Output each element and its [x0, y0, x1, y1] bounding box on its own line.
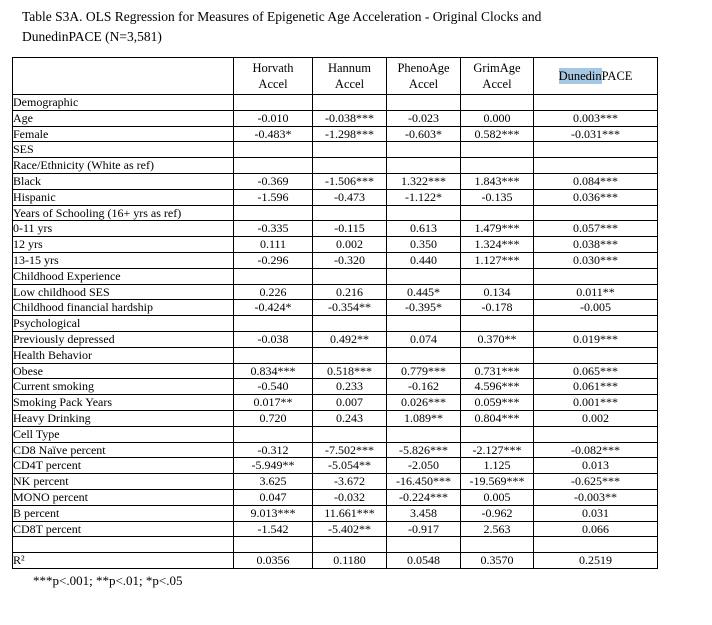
value-cell [234, 537, 313, 553]
value-cell [461, 95, 534, 111]
data-row [13, 110, 658, 126]
value-cell: 0.084*** [534, 173, 658, 189]
value-cell [534, 268, 658, 284]
value-cell [387, 268, 461, 284]
row-label: Childhood Experience [13, 268, 234, 284]
row-label: Female [13, 126, 234, 142]
value-cell: 0.017** [234, 395, 313, 411]
value-cell: 0.007 [313, 395, 387, 411]
value-cell: 0.1180 [313, 553, 387, 569]
value-cell: -1.542 [234, 521, 313, 537]
value-cell: 0.582*** [461, 126, 534, 142]
value-cell [387, 158, 461, 174]
row-label: NK percent [13, 474, 234, 490]
row-label: SES [13, 142, 234, 158]
value-cell: 2.563 [461, 521, 534, 537]
value-cell: 0.038*** [534, 237, 658, 253]
data-row [13, 173, 658, 189]
data-row [13, 521, 658, 537]
value-cell [234, 95, 313, 111]
value-cell [313, 426, 387, 442]
row-label: Smoking Pack Years [13, 395, 234, 411]
value-cell: -0.625*** [534, 474, 658, 490]
value-cell: -0.312 [234, 442, 313, 458]
value-cell: -3.672 [313, 474, 387, 490]
value-cell: 1.479*** [461, 221, 534, 237]
value-cell: -0.369 [234, 173, 313, 189]
value-cell [313, 347, 387, 363]
column-header-grimage: GrimAge Accel [461, 58, 534, 95]
row-label [13, 537, 234, 553]
value-cell: -2.127*** [461, 442, 534, 458]
data-row [13, 221, 658, 237]
value-cell: 4.596*** [461, 379, 534, 395]
value-cell [234, 205, 313, 221]
value-cell: -5.054** [313, 458, 387, 474]
table-header [13, 58, 658, 95]
value-cell: 0.003*** [534, 110, 658, 126]
value-cell: -1.596 [234, 189, 313, 205]
row-label: Heavy Drinking [13, 410, 234, 426]
row-label: B percent [13, 505, 234, 521]
value-cell: 0.005 [461, 489, 534, 505]
section-row [13, 316, 658, 332]
value-cell: 0.613 [387, 221, 461, 237]
column-header-dunedinpace: DunedinPACE [534, 58, 658, 95]
row-label: Childhood financial hardship [13, 300, 234, 316]
value-cell: 1.089** [387, 410, 461, 426]
table-body [13, 95, 658, 569]
row-label: Health Behavior [13, 347, 234, 363]
value-cell: -0.135 [461, 189, 534, 205]
row-label: 13-15 yrs [13, 252, 234, 268]
value-cell: -0.005 [534, 300, 658, 316]
row-label: Black [13, 173, 234, 189]
value-cell: 0.111 [234, 237, 313, 253]
value-cell [234, 347, 313, 363]
row-label: Psychological [13, 316, 234, 332]
value-cell [534, 316, 658, 332]
value-cell [313, 268, 387, 284]
value-cell: 0.216 [313, 284, 387, 300]
value-cell [387, 142, 461, 158]
value-cell: 0.047 [234, 489, 313, 505]
row-label: Low childhood SES [13, 284, 234, 300]
data-row [13, 300, 658, 316]
data-row [13, 442, 658, 458]
value-cell: -0.335 [234, 221, 313, 237]
row-label: Previously depressed [13, 331, 234, 347]
row-label: CD8T percent [13, 521, 234, 537]
value-cell: 0.445* [387, 284, 461, 300]
value-cell: -0.473 [313, 189, 387, 205]
value-cell: 1.125 [461, 458, 534, 474]
value-cell: 0.731*** [461, 363, 534, 379]
value-cell: 0.779*** [387, 363, 461, 379]
section-row [13, 95, 658, 111]
value-cell: 0.000 [461, 110, 534, 126]
data-row [13, 363, 658, 379]
significance-footnote: ***p<.001; **p<.01; *p<.05 [33, 573, 183, 588]
data-row [13, 489, 658, 505]
value-cell: -0.010 [234, 110, 313, 126]
value-cell: 0.350 [387, 237, 461, 253]
value-cell: 0.226 [234, 284, 313, 300]
value-cell: -0.320 [313, 252, 387, 268]
value-cell [313, 205, 387, 221]
value-cell: 0.002 [313, 237, 387, 253]
value-cell: 0.061*** [534, 379, 658, 395]
column-header-horvath: Horvath Accel [234, 58, 313, 95]
section-row [13, 158, 658, 174]
row-label: 12 yrs [13, 237, 234, 253]
value-cell [313, 142, 387, 158]
value-cell [461, 268, 534, 284]
value-cell: -0.038*** [313, 110, 387, 126]
value-cell: -0.296 [234, 252, 313, 268]
value-cell: 0.031 [534, 505, 658, 521]
value-cell: 0.440 [387, 252, 461, 268]
value-cell [234, 316, 313, 332]
value-cell [461, 426, 534, 442]
value-cell: -2.050 [387, 458, 461, 474]
value-cell: -0.395* [387, 300, 461, 316]
value-cell [461, 142, 534, 158]
value-cell: -0.023 [387, 110, 461, 126]
column-header-phenoage: PhenoAge Accel [387, 58, 461, 95]
column-header-hannum: Hannum Accel [313, 58, 387, 95]
value-cell: 0.834*** [234, 363, 313, 379]
value-cell: 0.0356 [234, 553, 313, 569]
value-cell: 0.001*** [534, 395, 658, 411]
value-cell: -0.115 [313, 221, 387, 237]
data-row [13, 331, 658, 347]
data-row [13, 252, 658, 268]
value-cell: 0.059*** [461, 395, 534, 411]
value-cell [234, 142, 313, 158]
value-cell: -0.224*** [387, 489, 461, 505]
section-row [13, 426, 658, 442]
value-cell: 0.720 [234, 410, 313, 426]
value-cell [534, 158, 658, 174]
spacer-row [13, 537, 658, 553]
data-row [13, 458, 658, 474]
value-cell [534, 347, 658, 363]
value-cell: 1.843*** [461, 173, 534, 189]
value-cell: 0.804*** [461, 410, 534, 426]
data-row [13, 395, 658, 411]
value-cell: 0.2519 [534, 553, 658, 569]
value-cell: -0.540 [234, 379, 313, 395]
value-cell: 0.036*** [534, 189, 658, 205]
data-row [13, 553, 658, 569]
value-cell: 0.074 [387, 331, 461, 347]
row-label: Years of Schooling (16+ yrs as ref) [13, 205, 234, 221]
value-cell: -0.603* [387, 126, 461, 142]
selected-text-highlight: Dunedin [558, 68, 602, 83]
table-title [22, 7, 694, 48]
row-label: CD4T percent [13, 458, 234, 474]
value-cell [387, 95, 461, 111]
row-label: Age [13, 110, 234, 126]
regression-table [12, 57, 658, 569]
value-cell: -0.031*** [534, 126, 658, 142]
value-cell: -0.178 [461, 300, 534, 316]
value-cell: 0.0548 [387, 553, 461, 569]
value-cell: 3.625 [234, 474, 313, 490]
value-cell: 0.233 [313, 379, 387, 395]
value-cell: 0.243 [313, 410, 387, 426]
value-cell: -0.354** [313, 300, 387, 316]
value-cell [313, 158, 387, 174]
row-label: MONO percent [13, 489, 234, 505]
data-row [13, 505, 658, 521]
table-title-line2: DunedinPACE (N=3,581) [22, 29, 162, 45]
value-cell [234, 268, 313, 284]
value-cell [461, 205, 534, 221]
value-cell [313, 537, 387, 553]
value-cell [387, 205, 461, 221]
row-label: Current smoking [13, 379, 234, 395]
row-label: Hispanic [13, 189, 234, 205]
value-cell: -5.402** [313, 521, 387, 537]
section-row [13, 268, 658, 284]
value-cell [234, 158, 313, 174]
value-cell [534, 205, 658, 221]
value-cell: -16.450*** [387, 474, 461, 490]
value-cell [387, 316, 461, 332]
value-cell [461, 316, 534, 332]
value-cell: 1.324*** [461, 237, 534, 253]
value-cell: -0.424* [234, 300, 313, 316]
value-cell: -7.502*** [313, 442, 387, 458]
value-cell [534, 537, 658, 553]
row-label: Obese [13, 363, 234, 379]
value-cell: -0.082*** [534, 442, 658, 458]
value-cell [313, 95, 387, 111]
row-label: CD8 Naïve percent [13, 442, 234, 458]
value-cell: 0.002 [534, 410, 658, 426]
value-cell: -0.162 [387, 379, 461, 395]
value-cell: 3.458 [387, 505, 461, 521]
data-row [13, 474, 658, 490]
value-cell: -1.122* [387, 189, 461, 205]
value-cell [461, 158, 534, 174]
value-cell: 1.127*** [461, 252, 534, 268]
header-row [13, 58, 658, 95]
section-row [13, 205, 658, 221]
data-row [13, 126, 658, 142]
data-row [13, 379, 658, 395]
data-row [13, 189, 658, 205]
value-cell [534, 426, 658, 442]
value-cell: 1.322*** [387, 173, 461, 189]
value-cell: 0.492** [313, 331, 387, 347]
value-cell: 0.013 [534, 458, 658, 474]
value-cell: 9.013*** [234, 505, 313, 521]
value-cell: -0.038 [234, 331, 313, 347]
row-label: R² [13, 553, 234, 569]
value-cell: 11.661*** [313, 505, 387, 521]
value-cell: 0.066 [534, 521, 658, 537]
value-cell: 0.3570 [461, 553, 534, 569]
value-cell [461, 347, 534, 363]
value-cell: -0.032 [313, 489, 387, 505]
row-label: Cell Type [13, 426, 234, 442]
corner-cell [13, 58, 234, 95]
value-cell: -5.949** [234, 458, 313, 474]
value-cell: 0.026*** [387, 395, 461, 411]
value-cell [387, 347, 461, 363]
value-cell [534, 142, 658, 158]
value-cell: 0.065*** [534, 363, 658, 379]
data-row [13, 237, 658, 253]
row-label: Demographic [13, 95, 234, 111]
value-cell: 0.011** [534, 284, 658, 300]
data-row [13, 410, 658, 426]
value-cell: -1.506*** [313, 173, 387, 189]
row-label: Race/Ethnicity (White as ref) [13, 158, 234, 174]
value-cell [461, 537, 534, 553]
value-cell: 0.370** [461, 331, 534, 347]
section-row [13, 347, 658, 363]
value-cell [313, 316, 387, 332]
table-title-line1: Table S3A. OLS Regression for Measures of Epigenetic Age Acceleration - Original Clocks and [22, 9, 542, 24]
value-cell: 0.057*** [534, 221, 658, 237]
value-cell: 0.518*** [313, 363, 387, 379]
value-cell: -1.298*** [313, 126, 387, 142]
value-cell: 0.019*** [534, 331, 658, 347]
value-cell: -0.003** [534, 489, 658, 505]
value-cell: -0.917 [387, 521, 461, 537]
value-cell [387, 537, 461, 553]
section-row [13, 142, 658, 158]
value-cell: 0.134 [461, 284, 534, 300]
row-label: 0-11 yrs [13, 221, 234, 237]
value-cell: -0.483* [234, 126, 313, 142]
value-cell [534, 95, 658, 111]
value-cell: -0.962 [461, 505, 534, 521]
value-cell [234, 426, 313, 442]
value-cell: -5.826*** [387, 442, 461, 458]
data-row [13, 284, 658, 300]
value-cell: 0.030*** [534, 252, 658, 268]
value-cell: -19.569*** [461, 474, 534, 490]
value-cell [387, 426, 461, 442]
